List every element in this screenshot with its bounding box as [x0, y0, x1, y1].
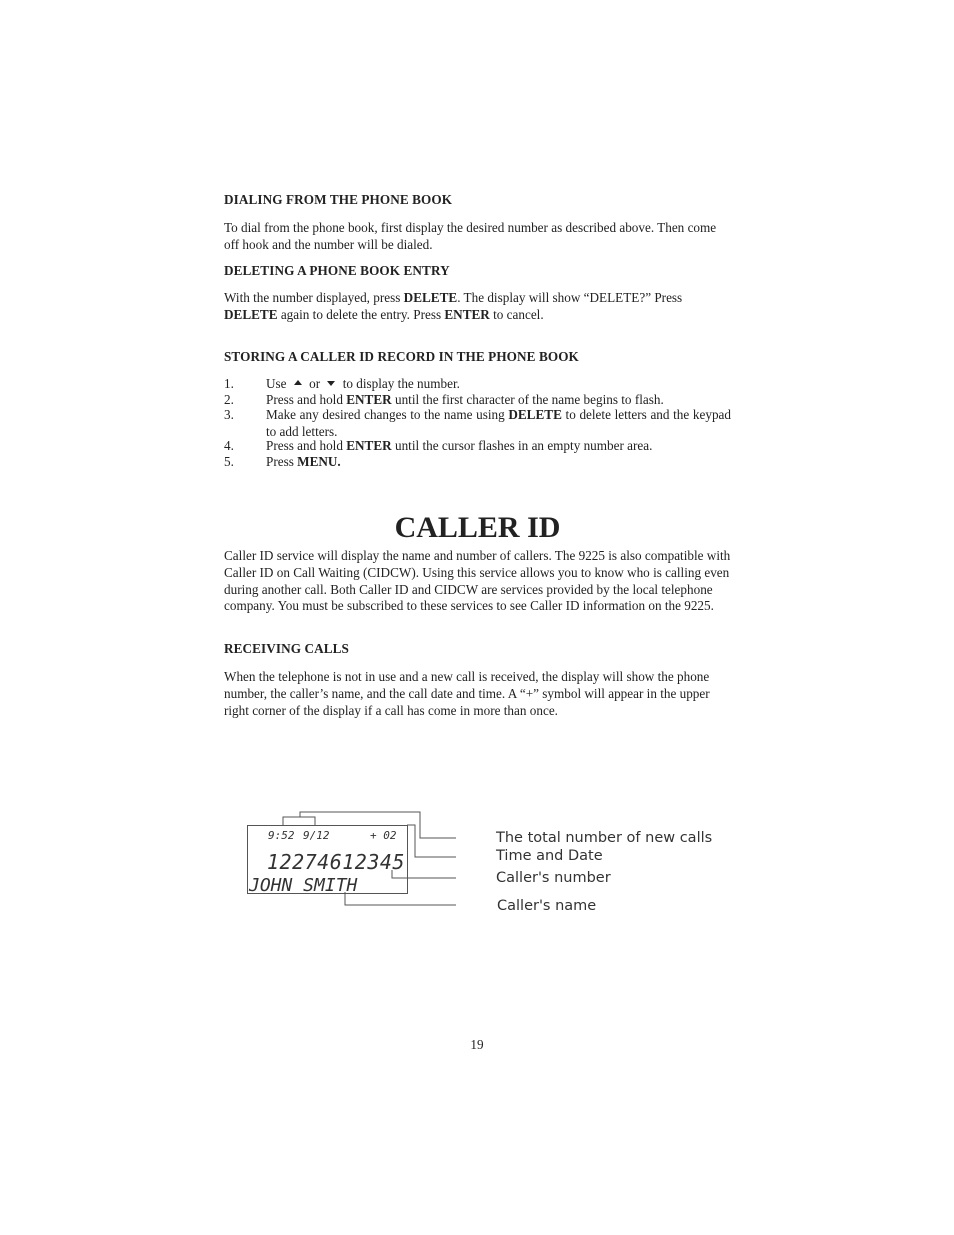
page-title: CALLER ID — [394, 511, 561, 544]
list-item: 3. Make any desired changes to the name using DELETE to delete letters and the keypad to add letters. — [224, 407, 731, 439]
list-item: 4. Press and hold ENTER until the cursor flashes in an empty number area. — [224, 438, 653, 453]
lcd-number: 12274612345 — [267, 850, 405, 874]
paragraph-dialing: To dial from the phone book, first display the desired number as described above. Then come off hook and the number will be dialed. — [224, 220, 717, 252]
callout-time-date: Time and Date — [496, 848, 603, 864]
leader-time-date — [407, 825, 456, 857]
section-heading-receiving: RECEIVING CALLS — [224, 641, 349, 656]
section-heading-dialing: DIALING FROM THE PHONE BOOK — [224, 192, 453, 207]
list-item: 2. Press and hold ENTER until the first character of the name begins to flash. — [224, 391, 664, 407]
paragraph-receiving: When the telephone is not in use and a new call is received, the display will show the phone number, the caller’s name, and the call date and time. A “+” symbol will appear in the upper right corner of the display if a call has come in more than once. — [224, 669, 710, 718]
callout-callers-name: Caller's name — [497, 898, 597, 914]
lcd-date: 9/12 — [303, 829, 330, 842]
down-arrow-icon — [327, 381, 335, 386]
steps-list — [224, 376, 731, 469]
up-arrow-icon — [294, 380, 302, 385]
paragraph-caller-id: Caller ID service will display the name and number of callers. The 9225 is also compatible with Caller ID on Call Waiting (CIDCW). Using this service allows you to know who is calling even during another call. Both Caller ID and CIDCW are services provided by the local telephone company. You must be subscribed to these services to see Caller ID information on the 9225. — [224, 548, 731, 614]
callout-callers-number: Caller's number — [496, 870, 611, 886]
lcd-time: 9:52 — [268, 829, 295, 842]
list-item: 5. Press MENU. — [224, 453, 341, 469]
section-heading-deleting: DELETING A PHONE BOOK ENTRY — [224, 263, 450, 278]
paragraph-deleting: With the number displayed, press DELETE. The display will show “DELETE?” Press DELETE again to delete the entry. Press ENTER to cancel. — [224, 290, 683, 322]
lcd-new-calls: + 02 — [370, 829, 397, 842]
lcd-name: JOHN SMITH — [249, 875, 358, 896]
callout-total-new-calls: The total number of new calls — [496, 830, 713, 846]
list-item: 1. Use or to display the number. — [224, 376, 460, 391]
page-number: 19 — [470, 1037, 484, 1052]
section-heading-storing: STORING A CALLER ID RECORD IN THE PHONE BOOK — [224, 349, 579, 364]
